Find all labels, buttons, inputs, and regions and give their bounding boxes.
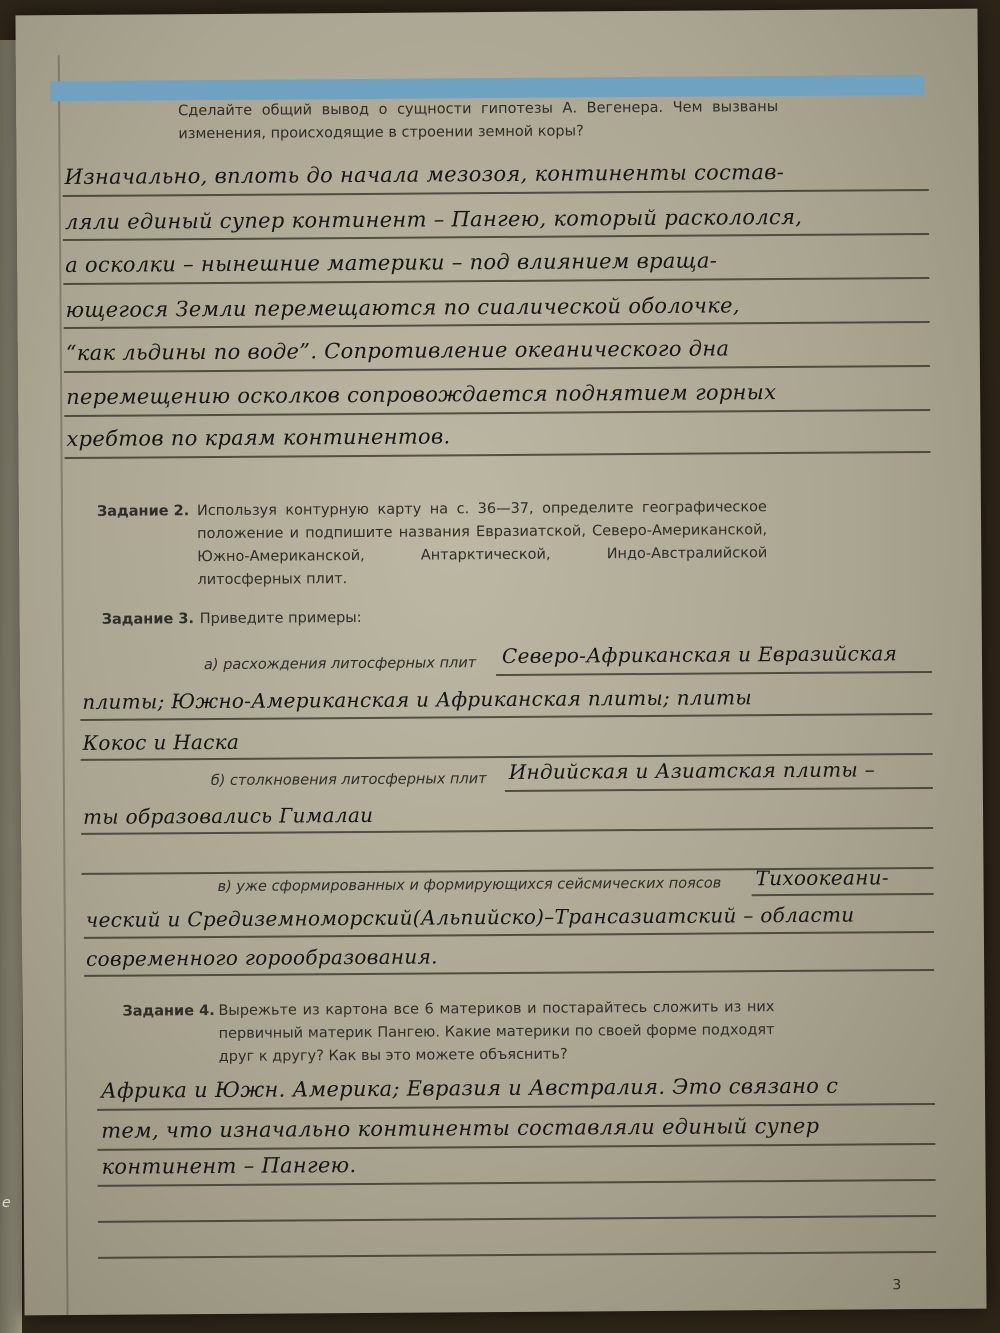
answer-rule xyxy=(64,409,930,417)
intro-answer-line-4: ющегося Земли перемещаются по сиалической оболочке, xyxy=(65,293,740,323)
task3c-answer-line-2: ческий и Средиземноморский(Альпийско)–Трансазиатский – области xyxy=(85,902,855,932)
task3a-answer-line-3: Кокос и Наска xyxy=(82,729,240,755)
answer-rule xyxy=(496,671,932,676)
answer-rule xyxy=(63,189,929,197)
answer-rule xyxy=(63,277,929,285)
answer-rule xyxy=(64,365,930,373)
intro-question: Сделайте общий вывод о сущности гипотезы А. Вегенера. Чем вызваны изменения, происходящие в строении земной коры? xyxy=(178,99,779,143)
task3a-answer-line-1: Северо-Африканская и Евразийская xyxy=(501,641,898,668)
task2-text: Используя контурную карту на с. 36—37, определите географическое положение и подпишите названия Евразиатской, Северо-Американской, Южно-Американской, Антарктической, Индо-Австралийской литосферных плит. xyxy=(196,499,768,589)
task2-label: Задание 2. xyxy=(96,503,190,520)
answer-rule xyxy=(80,713,932,720)
task3c-answer-line-3: современного горообразования. xyxy=(85,944,438,971)
task4-answer-line-3: континент – Пангею. xyxy=(101,1153,357,1179)
intro-answer-line-3: а осколки – нынешние материки – под влиянием враща- xyxy=(65,248,718,278)
answer-rule xyxy=(98,1215,936,1222)
answer-rule xyxy=(97,1103,935,1110)
answer-rule xyxy=(98,1251,936,1258)
page-fold xyxy=(58,55,69,1315)
task4-answer-line-2: тем, что изначально континенты составляли единый супер xyxy=(101,1113,820,1143)
answer-rule xyxy=(84,969,934,976)
intro-answer-line-7: хребтов по краям континентов. xyxy=(66,424,451,452)
answer-rule xyxy=(84,931,934,938)
answer-rule xyxy=(65,451,931,459)
intro-answer-line-1: Изначально, вплоть до начала мезозоя, континенты состав- xyxy=(64,160,785,190)
page-number: 3 xyxy=(892,1277,902,1294)
intro-answer-line-5: “как льдины по воде”. Сопротивление океанического дна xyxy=(65,336,730,366)
answer-rule xyxy=(81,827,933,834)
answer-rule xyxy=(64,321,930,329)
task3-text: Приведите примеры: xyxy=(199,609,362,628)
task3a-prompt: а) расхождения литосферных плит xyxy=(203,655,477,674)
answer-rule xyxy=(97,1143,935,1150)
answer-rule xyxy=(752,893,934,896)
task3c-answer-line-1: Тихоокеани- xyxy=(755,865,890,891)
left-page-fragment: е xyxy=(2,1195,11,1211)
answer-rule xyxy=(505,787,933,791)
task3c-prompt: в) уже сформированных и формирующихся сейсмических поясов xyxy=(217,875,722,895)
task3b-answer-line-2: ты образовались Гималаи xyxy=(82,802,374,829)
workbook-page xyxy=(15,9,986,1316)
task3a-answer-line-2: плиты; Южно-Американская и Африканская плиты; плиты xyxy=(82,685,753,714)
intro-answer-line-2: ляли единый супер континент – Пангею, который раскололся, xyxy=(64,204,803,235)
intro-answer-line-6: перемещению осколков сопровождается поднятием горных xyxy=(66,380,777,410)
task4-text: Вырежьте из картона все 6 материков и постарайтесь сложить из них первичный материк Пангею. Какие материки по своей форме подходят друг к другу? Как вы это можете объяснить? xyxy=(218,999,775,1065)
task3b-prompt: б) столкновения литосферных плит xyxy=(210,771,487,790)
task3-label: Задание 3. xyxy=(101,611,194,628)
task4-answer-line-1: Африка и Южн. Америка; Евразия и Австралия. Это связано с xyxy=(100,1073,839,1103)
task3b-answer-line-1: Индийская и Азиатская плиты – xyxy=(508,757,876,784)
answer-rule xyxy=(63,233,929,241)
answer-rule xyxy=(98,1179,936,1186)
task4-label: Задание 4. xyxy=(122,1003,215,1020)
